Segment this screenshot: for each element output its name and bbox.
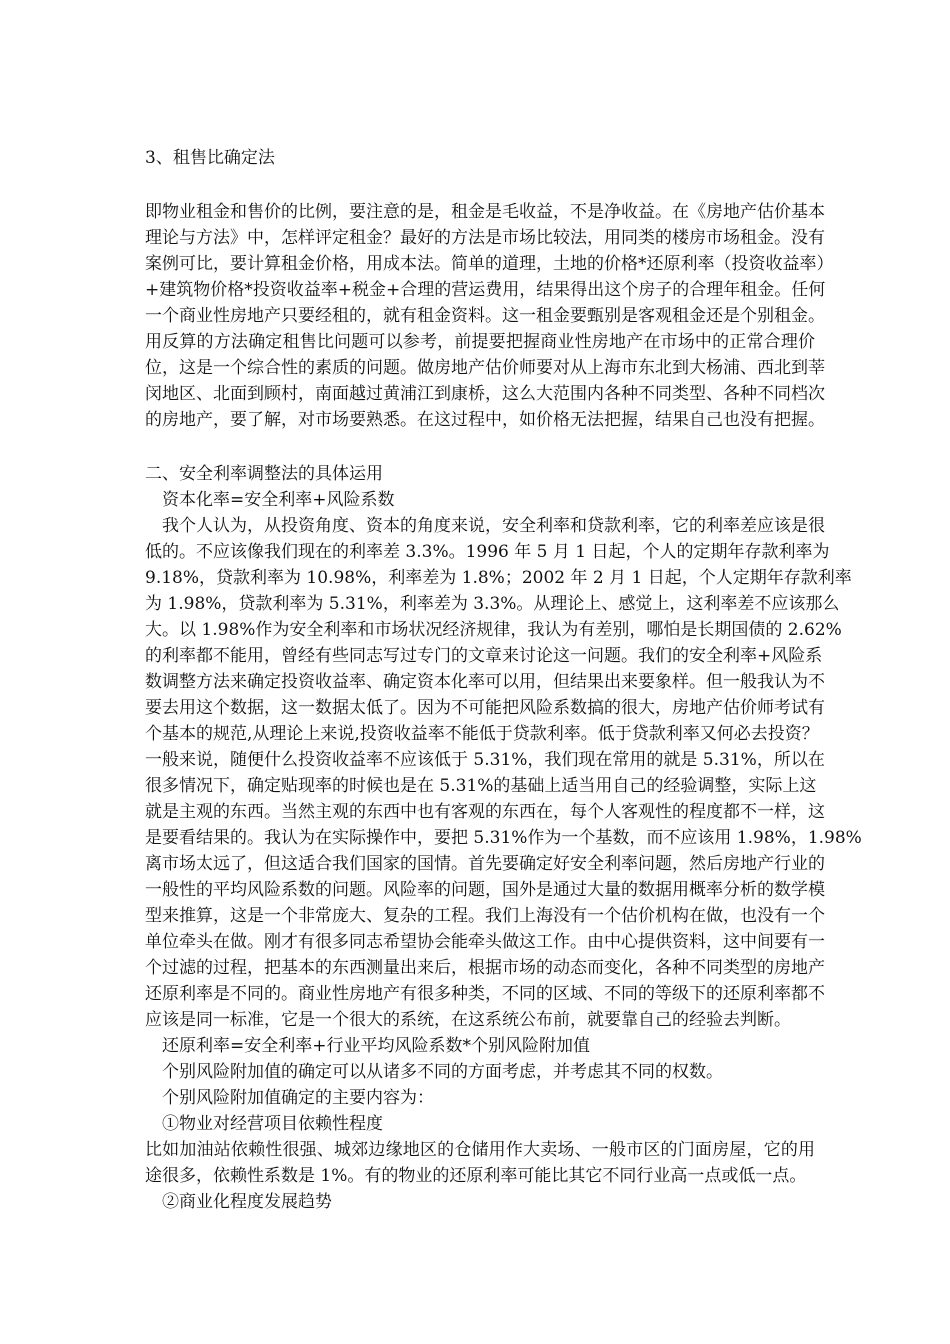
paragraph-line: 个基本的规范,从理论上来说,投资收益率不能低于贷款利率。低于贷款利率又何必去投资？ (145, 724, 819, 744)
list-item-title: ①物业对经营项目依赖性程度 (162, 1114, 383, 1134)
paragraph-line: 9.18%，贷款利率为 10.98%，利率差为 1.8%；2002 年 2 月 1 日起，个人定期年存款利率 (145, 568, 852, 588)
paragraph-line: 一个商业性房地产只要经租的，就有租金资料。这一租金要甄别是客观租金还是个别租金。 (145, 306, 825, 326)
note-line: 个别风险附加值的确定可以从诸多不同的方面考虑，并考虑其不同的权数。 (162, 1062, 723, 1082)
paragraph-line: 一般来说，随便什么投资收益率不应该低于 5.31%，我们现在常用的就是 5.31%，所以在 (145, 750, 825, 770)
paragraph-line: 很多情况下，确定贴现率的时候也是在 5.31%的基础上适当用自己的经验调整，实际上这 (145, 776, 817, 796)
section-heading-3: 3、租售比确定法 (145, 148, 275, 168)
paragraph-line: 闵地区、北面到顾村，南面越过黄浦江到康桥，这么大范围内各种不同类型、各种不同档次 (145, 384, 825, 404)
paragraph-line: 的房地产，要了解，对市场要熟悉。在这过程中，如价格无法把握，结果自己也没有把握。 (145, 410, 825, 430)
paragraph-line: 的利率都不能用，曾经有些同志写过专门的文章来讨论这一问题。我们的安全利率+风险系 (145, 646, 823, 666)
paragraph-line: 型来推算，这是一个非常庞大、复杂的工程。我们上海没有一个估价机构在做，也没有一个 (145, 906, 825, 926)
paragraph-line: 途很多，依赖性系数是 1%。有的物业的还原利率可能比其它不同行业高一点或低一点。 (145, 1166, 807, 1186)
paragraph-line: 一般性的平均风险系数的问题。风险率的问题，国外是通过大量的数据用概率分析的数学模 (145, 880, 825, 900)
paragraph-line: 单位牵头在做。刚才有很多同志希望协会能牵头做这工作。由中心提供资料，这中间要有一 (145, 932, 825, 952)
paragraph-line: 位，这是一个综合性的素质的问题。做房地产估价师要对从上海市东北到大杨浦、西北到莘 (145, 358, 825, 378)
paragraph-line: 即物业租金和售价的比例，要注意的是，租金是毛收益，不是净收益。在《房地产估价基本 (145, 202, 825, 222)
paragraph-line: 用反算的方法确定租售比问题可以参考，前提要把握商业性房地产在市场中的正常合理价 (145, 332, 815, 352)
formula-reversion-rate: 还原利率=安全利率+行业平均风险系数*个别风险附加值 (162, 1036, 590, 1056)
paragraph-line: 理论与方法》中，怎样评定租金？最好的方法是市场比较法，用同类的楼房市场租金。没有 (145, 228, 825, 248)
paragraph-line: 为 1.98%，贷款利率为 5.31%，利率差为 3.3%。从理论上、感觉上，这利率差不应该那么 (145, 594, 840, 614)
paragraph-line: 是要看结果的。我认为在实际操作中，要把 5.31%作为一个基数，而不应该用 1.98%，1.98% (145, 828, 862, 848)
paragraph-line: 比如加油站依赖性很强、城郊边缘地区的仓储用作大卖场、一般市区的门面房屋，它的用 (145, 1140, 815, 1160)
note-line: 个别风险附加值确定的主要内容为： (162, 1088, 434, 1108)
paragraph-line: +建筑物价格*投资收益率+税金+合理的营运费用，结果得出这个房子的合理年租金。任何 (145, 280, 826, 300)
paragraph-line: 离市场太远了，但这适合我们国家的国情。首先要确定好安全利率问题，然后房地产行业的 (145, 854, 825, 874)
paragraph-line: 低的。不应该像我们现在的利率差 3.3%。1996 年 5 月 1 日起，个人的定期年存款利率为 (145, 542, 830, 562)
paragraph-line: 大。以 1.98%作为安全利率和市场状况经济规律，我认为有差别，哪怕是长期国债的 2.62% (145, 620, 842, 640)
formula-capitalization-rate: 资本化率=安全利率+风险系数 (162, 490, 395, 510)
paragraph-line: 案例可比，要计算租金价格，用成本法。简单的道理，土地的价格*还原利率（投资收益率） (145, 254, 834, 274)
list-item-title: ②商业化程度发展趋势 (162, 1192, 332, 1212)
paragraph-line: 个过滤的过程，把基本的东西测量出来后，根据市场的动态而变化，各种不同类型的房地产 (145, 958, 825, 978)
section-heading-2: 二、安全利率调整法的具体运用 (145, 464, 383, 484)
paragraph-line: 还原利率是不同的。商业性房地产有很多种类，不同的区域、不同的等级下的还原利率都不 (145, 984, 825, 1004)
paragraph-line: 我个人认为，从投资角度、资本的角度来说，安全利率和贷款利率，它的利率差应该是很 (162, 516, 825, 536)
paragraph-line: 要去用这个数据，这一数据太低了。因为不可能把风险系数搞的很大，房地产估价师考试有 (145, 698, 825, 718)
paragraph-line: 就是主观的东西。当然主观的东西中也有客观的东西在，每个人客观性的程度都不一样，这 (145, 802, 825, 822)
paragraph-line: 应该是同一标准，它是一个很大的系统，在这系统公布前，就要靠自己的经验去判断。 (145, 1010, 791, 1030)
paragraph-line: 数调整方法来确定投资收益率、确定资本化率可以用，但结果出来要象样。但一般我认为不 (145, 672, 825, 692)
